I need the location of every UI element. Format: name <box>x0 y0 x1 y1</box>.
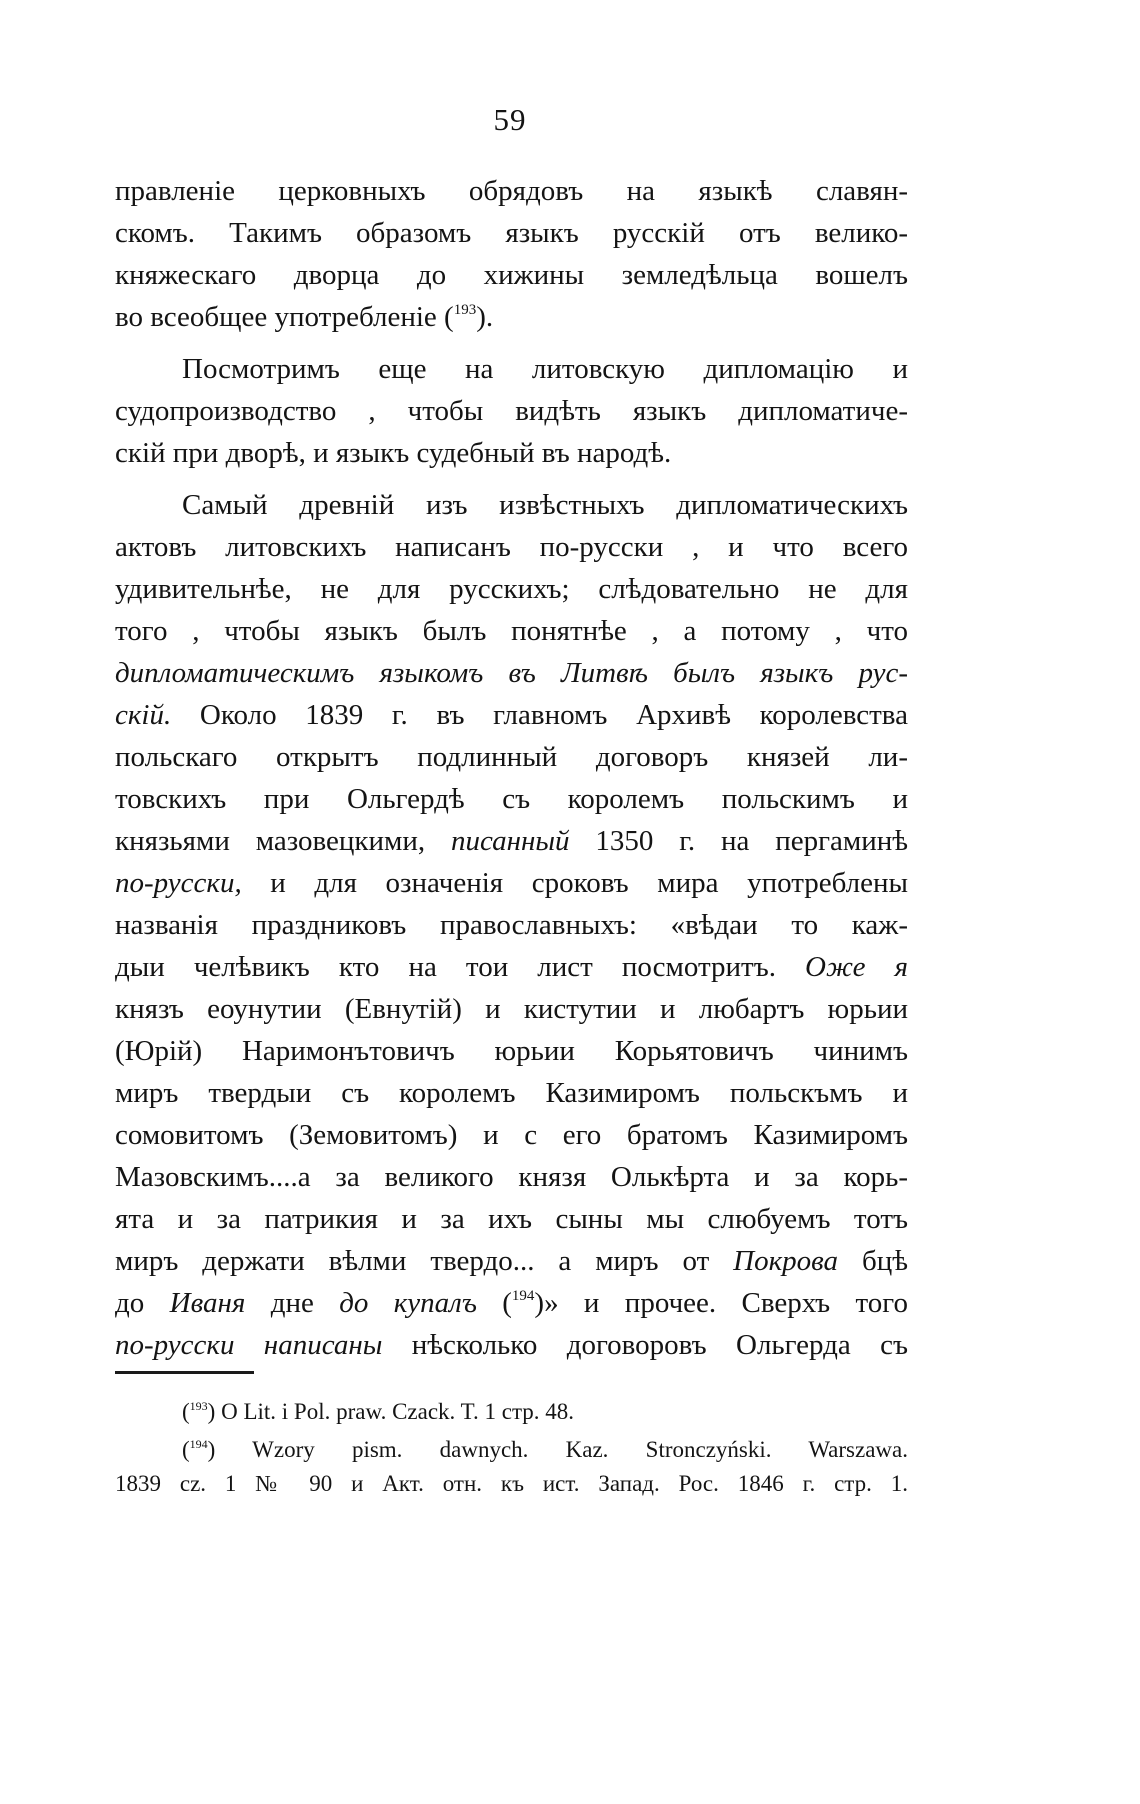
body-line <box>115 1072 908 1114</box>
body-line <box>115 296 908 338</box>
body-line-text-italic: Оже я <box>805 951 909 983</box>
body-line <box>115 1240 908 1282</box>
footnote-line <box>115 1467 908 1501</box>
body-line <box>115 1324 908 1366</box>
body-line-text: ). <box>476 301 494 333</box>
footnote-number: 193 <box>189 1399 208 1413</box>
body-line <box>115 254 908 296</box>
footnote-paren: ( <box>182 1437 190 1462</box>
body-line-text: ( <box>476 1287 512 1319</box>
body-line-text: польскаго открытъ подлинный договоръ князей ли- <box>115 741 908 773</box>
body-line-text: и для означенія сроковъ мира употреблены <box>241 867 908 899</box>
body-line <box>115 432 908 474</box>
body-line-text: того , чтобы языкъ былъ понятнѣе , а потому , что <box>115 615 908 647</box>
body-line <box>115 988 908 1030</box>
body-line-text: Около 1839 г. въ главномъ Архивѣ королевства <box>171 699 908 731</box>
body-line-text-italic: Иваня <box>169 1287 246 1319</box>
body-line <box>115 212 908 254</box>
body-line-text: 1350 г. на пергаминѣ <box>569 825 909 857</box>
body-line <box>115 946 908 988</box>
body-line <box>115 1030 908 1072</box>
body-line <box>115 610 908 652</box>
body-line-text: удивительнѣе, не для русскихъ; слѣдовательно не для <box>115 573 908 605</box>
body-line <box>115 736 908 778</box>
body-line-text: дыи челѣвикъ кто на тои лист посмотритъ. <box>115 951 806 983</box>
body-line-text: Самый древній изъ извѣстныхъ дипломатическихъ <box>182 489 908 521</box>
body-line-text: (Юрій) Наримонътовичъ юрьии Корьятовичъ чинимъ <box>115 1035 908 1067</box>
body-line <box>115 820 908 862</box>
body-line <box>115 484 908 526</box>
body-line-text: дне <box>245 1287 340 1319</box>
body-line <box>115 1198 908 1240</box>
body-line-text-italic: писанный <box>451 825 570 857</box>
body-line-text: актовъ литовскихъ написанъ по-русски , и что всего <box>115 531 908 563</box>
body-line <box>115 1282 908 1324</box>
body-line-text: ята и за патрикия и за ихъ сыны мы слюбуемъ тотъ <box>115 1203 908 1235</box>
footnote-text: Wzory pism. dawnych. Kaz. Stronczyński. Warszawa. <box>215 1437 908 1462</box>
footnote-marker: 193 <box>453 302 477 318</box>
body-line-text: названія праздниковъ православныхъ: «вѣдаи то каж- <box>115 909 908 941</box>
body-line-text: миръ твердыи съ королемъ Казимиромъ польскъмъ и <box>115 1077 908 1109</box>
footnote-text: O Lit. i Pol. praw. Czack. T. 1 стр. 48. <box>215 1399 575 1424</box>
footnote-marker: 194 <box>511 1288 535 1304</box>
footnote-line <box>115 1395 908 1429</box>
body-line-text: княжескаго дворца до хижины земледѣльца вошелъ <box>115 259 908 291</box>
body-line-text: до <box>115 1287 170 1319</box>
body-line-text-italic: по-русски, <box>115 867 242 899</box>
body-text <box>115 170 908 1366</box>
body-line-text: Мазовскимъ....а за великого князя Олькѣрта и за корь- <box>115 1161 908 1193</box>
body-line-text: во всеобщее употребленіе ( <box>115 301 454 333</box>
body-line-text-italic: дипломатическимъ языкомъ въ Литвѣ былъ языкъ рус- <box>115 657 908 689</box>
body-line <box>115 170 908 212</box>
body-line-text: )» и прочее. Сверхъ того <box>534 1287 908 1319</box>
footnote-text: 1839 cz. 1 № 90 и Акт. отн. къ ист. Запад. Рос. 1846 г. стр. 1. <box>115 1471 908 1496</box>
body-line <box>115 1156 908 1198</box>
body-line-text: миръ держати вѣлми твердо... а миръ от <box>115 1245 734 1277</box>
body-line-text-italic: скій. <box>115 699 172 731</box>
body-line <box>115 390 908 432</box>
body-line <box>115 526 908 568</box>
footnote-paren: ) <box>207 1437 216 1462</box>
body-line-text-italic: по-русски написаны <box>115 1329 383 1361</box>
body-line <box>115 904 908 946</box>
body-line-text: скій при дворѣ, и языкъ судебный въ народѣ. <box>115 437 672 469</box>
body-line <box>115 652 908 694</box>
body-line-text: нѣсколько договоровъ Ольгерда съ <box>382 1329 908 1361</box>
body-line <box>115 348 908 390</box>
body-line-text-italic: до купалъ <box>339 1287 477 1319</box>
body-line-text: скомъ. Такимъ образомъ языкъ русскій отъ велико- <box>115 217 908 249</box>
footnote-divider <box>115 1371 254 1374</box>
body-line-text-italic: Покрова <box>733 1245 839 1277</box>
body-line-text: князьями мазовецкими, <box>115 825 451 857</box>
body-line-text: товскихъ при Ольгердѣ съ королемъ польскимъ и <box>115 783 908 815</box>
body-line <box>115 1114 908 1156</box>
footnote-line <box>115 1433 908 1467</box>
page-number: 59 <box>493 102 527 137</box>
body-line-text: правленіе церковныхъ обрядовъ на языкѣ славян- <box>115 175 908 207</box>
footnote-number: 194 <box>189 1437 208 1451</box>
body-line-text: судопроизводство , чтобы видѣть языкъ дипломатиче- <box>115 395 908 427</box>
footnote-paren: ( <box>182 1399 190 1424</box>
footnotes <box>115 1395 908 1501</box>
body-line-text: бцѣ <box>838 1245 908 1277</box>
body-line-text: князъ еоунутии (Евнутій) и кистутии и любартъ юрьии <box>115 993 908 1025</box>
body-line-text: Посмотримъ еще на литовскую дипломацію и <box>182 353 908 385</box>
footnote-paren: ) <box>207 1399 216 1424</box>
body-line <box>115 862 908 904</box>
body-line <box>115 778 908 820</box>
body-line-text: сомовитомъ (Земовитомъ) и с его братомъ Казимиромъ <box>115 1119 908 1151</box>
body-line <box>115 694 908 736</box>
body-line <box>115 568 908 610</box>
